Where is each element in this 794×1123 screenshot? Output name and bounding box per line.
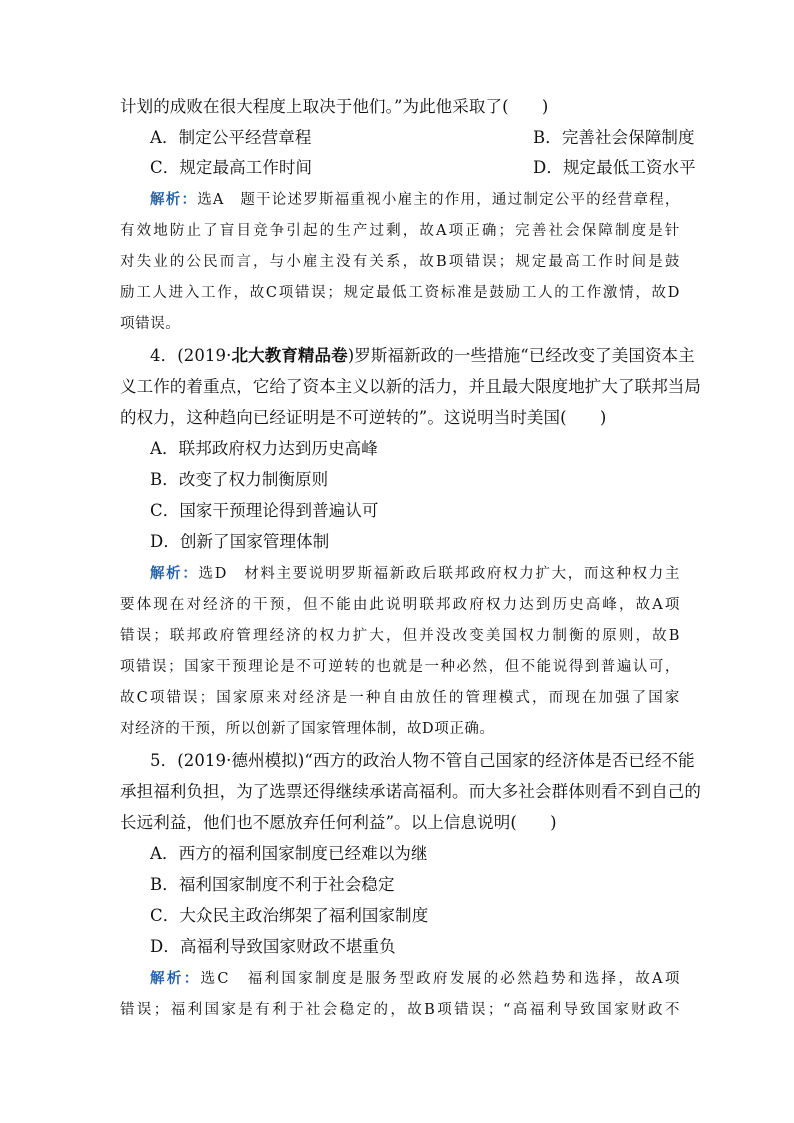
q4-analysis-line-3: 错误；联邦政府管理经济的权力扩大，但并没改变美国权力制衡的原则，故B (120, 628, 680, 644)
q5-source: (2019·德州模拟) (177, 751, 305, 770)
q4-analysis-line-1: 解析：选D 材料主要说明罗斯福新政后联邦政府权力扩大，而这种权力主 (150, 565, 680, 582)
q3-option-row-1 (150, 127, 710, 149)
q3-analysis-line-3: 对失业的公民而言，与小雇主没有关系，故B项错误；规定最高工作时间是鼓 (120, 254, 680, 270)
q5-analysis-line-1: 解析：选C 福利国家制度是服务型政府发展的必然趋势和选择，故A项 (150, 970, 680, 987)
q4-analysis-line-4: 项错误；国家干预理论是不可逆转的也就是一种必然，但不能说得到普遍认可， (120, 659, 680, 675)
q5-option-a: A．西方的福利国家制度已经难以为继 (150, 844, 428, 863)
q4-analysis-label: 解析： (150, 565, 199, 582)
q3-stem-tail: 计划的成败在很大程度上取决于他们。”为此他采取了( ) (120, 97, 549, 116)
q3-option-a: A．制定公平经营章程 (150, 128, 312, 147)
q5-option-d: D．高福利导致国家财政不堪重负 (150, 937, 396, 956)
q5-option-b: B．福利国家制度不利于社会稳定 (150, 875, 395, 894)
q4-source-name: 北大教育精品卷 (231, 346, 348, 365)
q3-analysis-line-4: 励工人进入工作，故C项错误；规定最低工资标准是鼓励工人的工作激情，故D (120, 285, 680, 301)
q4-option-a: A．联邦政府权力达到历史高峰 (150, 439, 378, 458)
q3-analysis-line-1: 解析：选A 题干论述罗斯福重视小雇主的作用，通过制定公平的经营章程， (150, 191, 680, 208)
q4-option-d: D．创新了国家管理体制 (150, 532, 330, 551)
q5-stem-line-1: 5．(2019·德州模拟)“西方的政治人物不管自己国家的经济体是否已经不能 (150, 751, 695, 770)
q5-number: 5． (150, 751, 178, 770)
q3-option-b: B．完善社会保障制度 (533, 128, 695, 147)
q3-option-c: C．规定最高工作时间 (150, 158, 313, 177)
q4-option-b: B．改变了权力制衡原则 (150, 470, 329, 489)
q5-option-c: C．大众民主政治绑架了福利国家制度 (150, 906, 429, 925)
q5-analysis-line-2: 错误；福利国家是有利于社会稳定的，故B项错误；“高福利导致国家财政不 (120, 1002, 680, 1018)
q3-analysis-line-2: 有效地防止了盲目竞争引起的生产过剩，故A项正确；完善社会保障制度是针 (120, 223, 680, 239)
q4-number: 4． (150, 346, 178, 365)
q5-stem-line-2: 承担福利负担，为了选票还得继续承诺高福利。而大多社会群体则看不到自己的 (120, 782, 701, 801)
q3-analysis-line-5: 项错误。 (120, 316, 181, 332)
q4-analysis-line-6: 对经济的干预，所以创新了国家管理体制，故D项正确。 (120, 721, 495, 737)
q3-analysis-label: 解析： (150, 191, 198, 208)
q3-option-row-2 (150, 157, 710, 179)
q4-stem-line-2: 义工作的着重点，它给了资本主义以新的活力，并且最大限度地扩大了联邦当局 (120, 377, 701, 396)
q5-analysis-label: 解析： (150, 970, 201, 987)
q4-stem-line-1: 4．(2019·北大教育精品卷)罗斯福新政的一些措施“已经改变了美国资本主 (150, 346, 695, 365)
q4-stem-line-3: 的权力，这种趋向已经证明是不可逆转的”。这说明当时美国( ) (120, 408, 607, 427)
q4-option-c: C．国家干预理论得到普遍认可 (150, 501, 379, 520)
q4-analysis-line-5: 故C项错误；国家原来对经济是一种自由放任的管理模式，而现在加强了国家 (120, 690, 680, 706)
q3-option-d: D．规定最低工资水平 (533, 158, 696, 177)
q5-stem-line-3: 长远利益，他们也不愿放弃任何利益”。以上信息说明( ) (120, 813, 557, 832)
q4-analysis-line-2: 要体现在对经济的干预，但不能由此说明联邦政府权力达到历史高峰，故A项 (120, 597, 680, 613)
